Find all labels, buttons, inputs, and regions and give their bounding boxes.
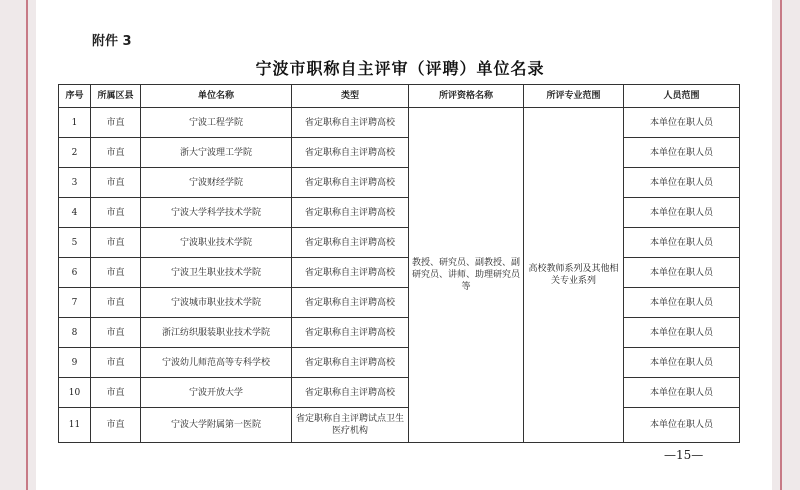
type-cell: 省定职称自主评聘试点卫生医疗机构 [292,408,409,443]
personnel-scope-cell: 本单位在职人员 [624,168,740,198]
row-number: 7 [59,288,91,318]
table-row [59,228,740,258]
unit-name-cell: 宁波工程学院 [141,108,292,138]
type-cell: 省定职称自主评聘高校 [292,228,409,258]
type-cell: 省定职称自主评聘高校 [292,108,409,138]
specialty-merged-cell: 高校教师系列及其他相关专业系列 [524,108,624,443]
personnel-scope-cell: 本单位在职人员 [624,408,740,443]
district-cell: 市直 [91,318,141,348]
table-row [59,258,740,288]
page-right-border [780,0,782,490]
table-row [59,408,740,443]
type-cell: 省定职称自主评聘高校 [292,378,409,408]
district-cell: 市直 [91,138,141,168]
type-cell: 省定职称自主评聘高校 [292,348,409,378]
unit-name-cell: 宁波职业技术学院 [141,228,292,258]
district-cell: 市直 [91,258,141,288]
district-cell: 市直 [91,408,141,443]
unit-name-cell: 宁波城市职业技术学院 [141,288,292,318]
table-row [59,108,740,138]
table-row [59,168,740,198]
district-cell: 市直 [91,228,141,258]
unit-name-cell: 宁波卫生职业技术学院 [141,258,292,288]
unit-name-cell: 浙江纺织服装职业技术学院 [141,318,292,348]
row-number: 4 [59,198,91,228]
column-header: 所属区县 [91,85,141,108]
table-row [59,138,740,168]
qualification-merged-cell: 教授、研究员、副教授、副研究员、讲师、助理研究员等 [409,108,524,443]
unit-name-cell: 宁波大学附属第一医院 [141,408,292,443]
type-cell: 省定职称自主评聘高校 [292,198,409,228]
unit-roster-table [58,84,740,443]
table-row [59,198,740,228]
district-cell: 市直 [91,378,141,408]
personnel-scope-cell: 本单位在职人员 [624,108,740,138]
row-number: 8 [59,318,91,348]
page-left-border [26,0,28,490]
table-row [59,318,740,348]
personnel-scope-cell: 本单位在职人员 [624,138,740,168]
row-number: 1 [59,108,91,138]
column-header: 类型 [292,85,409,108]
type-cell: 省定职称自主评聘高校 [292,168,409,198]
personnel-scope-cell: 本单位在职人员 [624,318,740,348]
row-number: 11 [59,408,91,443]
unit-name-cell: 宁波开放大学 [141,378,292,408]
type-cell: 省定职称自主评聘高校 [292,258,409,288]
table-row [59,288,740,318]
unit-name-cell: 宁波大学科学技术学院 [141,198,292,228]
type-cell: 省定职称自主评聘高校 [292,288,409,318]
row-number: 2 [59,138,91,168]
unit-name-cell: 宁波财经学院 [141,168,292,198]
personnel-scope-cell: 本单位在职人员 [624,288,740,318]
column-header: 序号 [59,85,91,108]
column-header: 所评专业范围 [524,85,624,108]
district-cell: 市直 [91,108,141,138]
district-cell: 市直 [91,288,141,318]
column-header: 人员范围 [624,85,740,108]
document-title: 宁波市职称自主评审（评聘）单位名录 [255,59,545,78]
table-row [59,348,740,378]
row-number: 3 [59,168,91,198]
unit-name-cell: 浙大宁波理工学院 [141,138,292,168]
personnel-scope-cell: 本单位在职人员 [624,348,740,378]
personnel-scope-cell: 本单位在职人员 [624,228,740,258]
attachment-label: 附件 3 [92,34,132,49]
row-number: 5 [59,228,91,258]
personnel-scope-cell: 本单位在职人员 [624,378,740,408]
column-header: 所评资格名称 [409,85,524,108]
personnel-scope-cell: 本单位在职人员 [624,258,740,288]
row-number: 9 [59,348,91,378]
personnel-scope-cell: 本单位在职人员 [624,198,740,228]
table-row [59,378,740,408]
district-cell: 市直 [91,348,141,378]
district-cell: 市直 [91,168,141,198]
district-cell: 市直 [91,198,141,228]
type-cell: 省定职称自主评聘高校 [292,318,409,348]
row-number: 10 [59,378,91,408]
page-number: —15— [664,448,704,462]
unit-name-cell: 宁波幼儿师范高等专科学校 [141,348,292,378]
column-header: 单位名称 [141,85,292,108]
row-number: 6 [59,258,91,288]
type-cell: 省定职称自主评聘高校 [292,138,409,168]
table-header-row [59,85,740,108]
